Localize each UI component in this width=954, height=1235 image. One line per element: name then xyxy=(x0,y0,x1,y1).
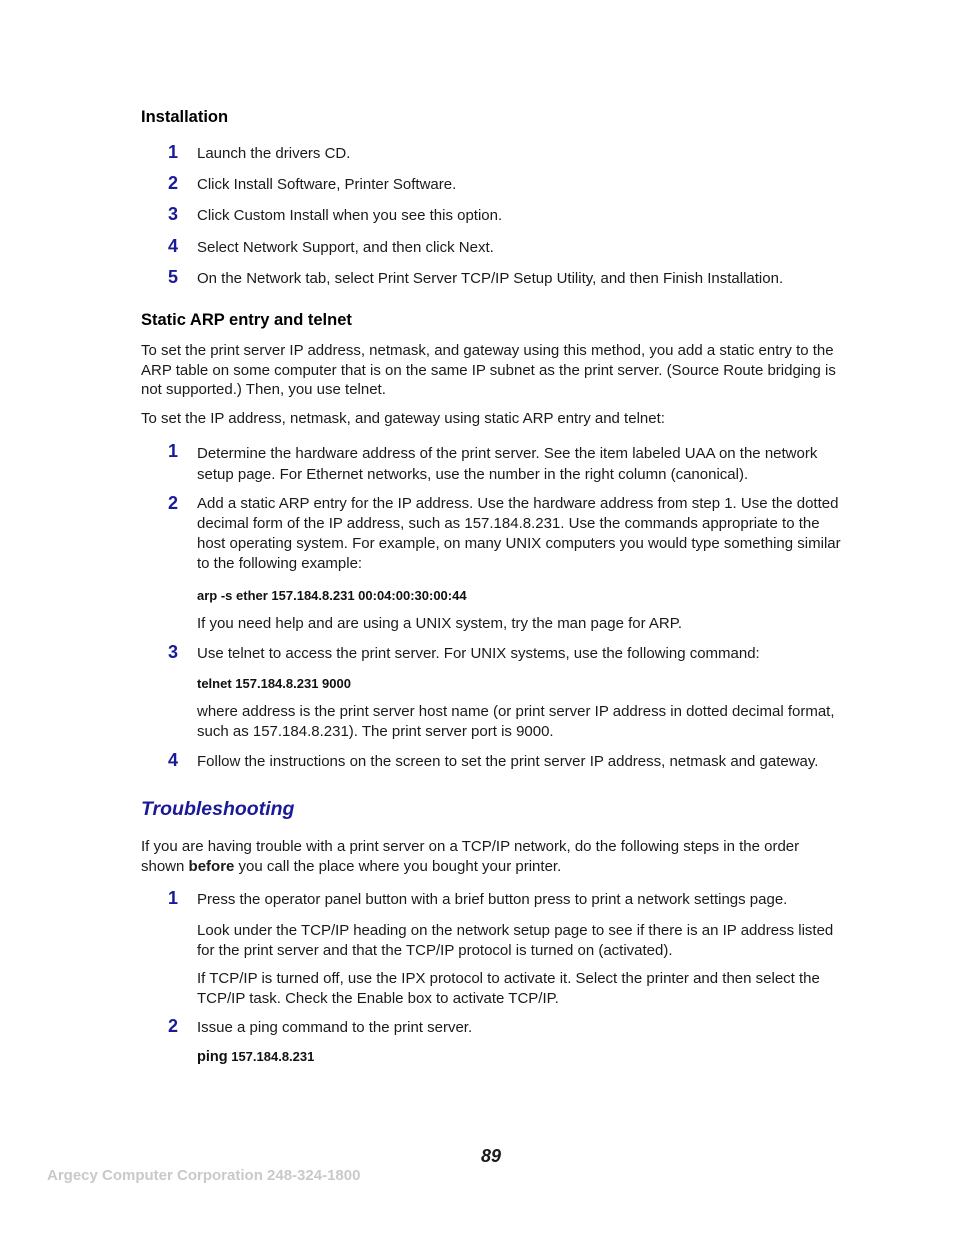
step-text: Launch the drivers CD. xyxy=(197,145,351,162)
intro-paragraph: To set the IP address, netmask, and gateway using static ARP entry and telnet: xyxy=(141,410,665,427)
step-note: If you need help and are using a UNIX system, try the man page for ARP. xyxy=(197,615,682,632)
step-text: Issue a ping command to the print server. xyxy=(197,1019,473,1036)
step-note: where address is the print server host name (or print server IP address in dotted decimal format, such as 157.184.8.231). The print server port is 9000. xyxy=(197,703,835,740)
step-text: Add a static ARP entry for the IP address. Use the hardware address from step 1. Use the dotted decimal form of the IP address, such as 157.184.8.231. Use the commands appropriate to the host operating system. For example, on many UNIX computers you would type something similar to the following example: xyxy=(197,495,841,572)
command-word: ping xyxy=(197,1049,228,1065)
step-text: Use telnet to access the print server. For UNIX systems, use the following command: xyxy=(197,645,760,662)
troubleshooting-heading: Troubleshooting xyxy=(141,798,295,820)
static-arp-heading: Static ARP entry and telnet xyxy=(141,311,352,329)
step-text: Select Network Support, and then click Next. xyxy=(197,239,494,256)
intro-text: you call the place where you bought your printer. xyxy=(234,857,562,875)
step-number: 1 xyxy=(168,888,179,908)
intro-bold: before xyxy=(188,857,235,875)
step-text: Click Custom Install when you see this option. xyxy=(197,207,503,224)
installation-heading: Installation xyxy=(141,108,229,126)
footer-text: Argecy Computer Corporation 248-324-1800 xyxy=(47,1167,361,1184)
step-text: Press the operator panel button with a brief button press to print a network settings page. xyxy=(197,891,788,908)
step-number: 3 xyxy=(168,204,179,224)
step-number: 4 xyxy=(168,236,179,256)
step-text: Click Install Software, Printer Software. xyxy=(197,176,457,193)
step-number: 2 xyxy=(168,1016,179,1036)
step-number: 2 xyxy=(168,173,179,193)
page-number: 89 xyxy=(481,1146,502,1166)
step-number: 1 xyxy=(168,142,179,162)
step-note: If TCP/IP is turned off, use the IPX protocol to activate it. Select the printer and then select the TCP/IP task. Check the Enable box to activate TCP/IP. xyxy=(197,970,820,1007)
intro-paragraph: To set the print server IP address, netmask, and gateway using this method, you add a static entry to the ARP table on some computer that is on the same IP subnet as the print server. (Source Route bridging is not supported.) Then, you use telnet. xyxy=(141,342,836,398)
step-number: 3 xyxy=(168,642,179,662)
step-text: Determine the hardware address of the print server. See the item labeled UAA on the network setup page. For Ethernet networks, use the number in the right column (canonical). xyxy=(197,445,818,483)
step-number: 4 xyxy=(168,750,179,770)
command-example: arp -s ether 157.184.8.231 00:04:00:30:00:44 xyxy=(197,588,467,603)
command-example: telnet 157.184.8.231 9000 xyxy=(197,676,351,691)
step-number: 5 xyxy=(168,267,179,287)
step-note: Look under the TCP/IP heading on the network setup page to see if there is an IP address listed for the print server and that the TCP/IP protocol is turned on (activated). xyxy=(197,922,834,959)
command-arg: 157.184.8.231 xyxy=(227,1049,315,1064)
step-number: 1 xyxy=(168,441,179,461)
intro-text: If you are having trouble with a print server on a TCP/IP network, do the following steps in the order shown xyxy=(141,838,800,875)
step-text: Follow the instructions on the screen to set the print server IP address, netmask and gateway. xyxy=(197,753,819,770)
step-number: 2 xyxy=(168,493,179,513)
step-text: On the Network tab, select Print Server TCP/IP Setup Utility, and then Finish Installation. xyxy=(197,270,784,287)
command-example xyxy=(197,1049,314,1065)
intro-paragraph xyxy=(141,837,841,876)
